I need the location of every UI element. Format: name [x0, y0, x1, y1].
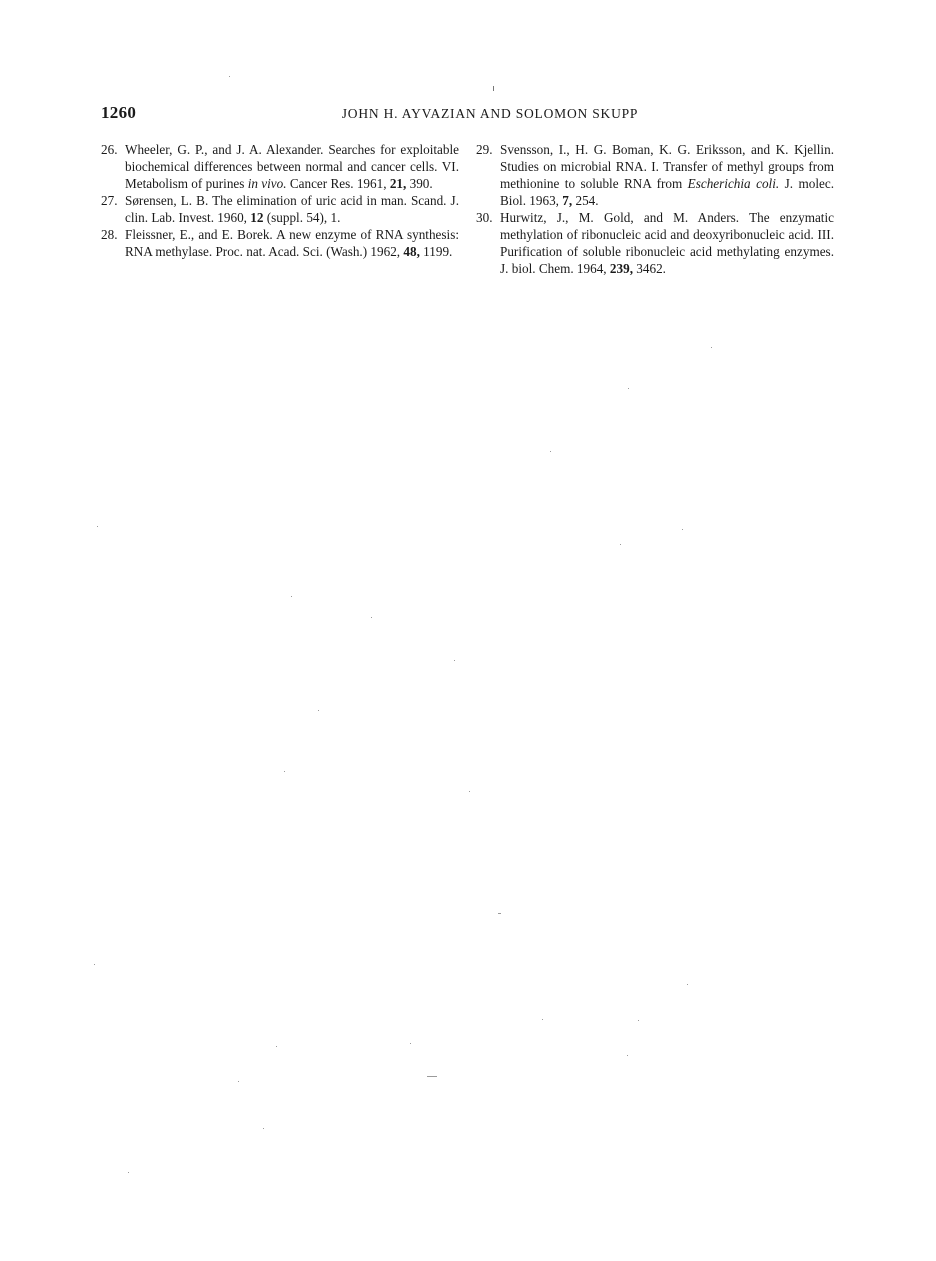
reference-text [125, 192, 459, 226]
reference-number: 26. [101, 142, 118, 157]
reference-text [500, 141, 834, 209]
reference-segment: 3462. [632, 261, 666, 276]
reference-segment: J. molec. Biol. 1963, [500, 176, 835, 208]
running-head [0, 106, 936, 122]
reference-segment-italic: Escherichia coli. [687, 176, 780, 191]
scan-speck [229, 76, 230, 77]
reference-volume: 7, [562, 193, 573, 208]
scan-speck [493, 86, 494, 91]
scan-speck [410, 1043, 411, 1044]
reference-volume: 12 [250, 210, 264, 225]
scan-speck [638, 1020, 639, 1021]
reference-number: 30. [476, 210, 493, 225]
reference-segment: 390. [406, 176, 433, 191]
reference-segment: Fleissner, E., and E. Borek. A new enzyme of RNA synthesis: RNA methylase. Proc. nat. Acad. Sci. (Wash.) 1962, [125, 227, 459, 259]
reference-segment: Svensson, I., H. G. Boman, K. G. Eriksson, and K. Kjellin. Studies on microbial RNA. I. Transfer of methyl groups from methionine to soluble RNA from [500, 142, 834, 191]
scan-speck [711, 347, 712, 348]
reference-segment: Hurwitz, J., M. Gold, and M. Anders. The enzymatic methylation of ribonucleic acid and deoxyribonucleic acid. III. Purification of soluble ribonucleic acid methylating enzymes. J. biol. Chem. 1964, [500, 210, 834, 276]
scan-speck [94, 964, 95, 965]
reference-26 [101, 141, 459, 192]
reference-27 [101, 192, 459, 226]
scan-speck [427, 1076, 437, 1077]
reference-text [500, 209, 834, 277]
reference-segment: 254. [572, 193, 599, 208]
scan-speck [628, 388, 629, 389]
scan-speck [291, 596, 292, 597]
scan-speck [97, 526, 98, 527]
scan-speck [498, 913, 501, 914]
references-right-column [476, 141, 834, 277]
reference-segment: 1199. [419, 244, 453, 259]
scan-speck [454, 660, 455, 661]
running-head-text: JOHN H. AYVAZIAN AND SOLOMON SKUPP [341, 106, 639, 121]
reference-text [125, 141, 459, 192]
scan-speck [620, 544, 621, 545]
scan-speck [238, 1081, 239, 1082]
reference-number: 28. [101, 227, 118, 242]
scan-speck [318, 710, 319, 711]
reference-segment: Cancer Res. 1961, [286, 176, 390, 191]
scan-speck [542, 1019, 543, 1020]
scan-speck [469, 791, 470, 792]
reference-30 [476, 209, 834, 277]
reference-segment-italic: in vivo. [247, 176, 287, 191]
scan-speck [371, 617, 372, 618]
reference-text [125, 226, 459, 260]
scan-speck [276, 1046, 277, 1047]
page-number: 1260 [101, 103, 137, 122]
reference-number: 29. [476, 142, 493, 157]
reference-volume: 48, [403, 244, 420, 259]
scan-speck [627, 1055, 628, 1056]
reference-segment: (suppl. 54), 1. [263, 210, 341, 225]
scan-speck [284, 771, 285, 772]
scan-speck [128, 1172, 129, 1173]
scan-speck [682, 529, 683, 530]
scan-speck [550, 451, 551, 452]
references-left-column [101, 141, 459, 260]
reference-number: 27. [101, 193, 118, 208]
reference-volume: 21, [389, 176, 407, 191]
scan-speck [263, 1128, 264, 1129]
reference-segment: Sørensen, L. B. The elimination of uric acid in man. Scand. J. clin. Lab. Invest. 1960, [125, 193, 459, 225]
reference-28 [101, 226, 459, 260]
reference-segment: Wheeler, G. P., and J. A. Alexander. Searches for exploitable biochemical differences between normal and cancer cells. VI. Metabolism of purines [125, 142, 459, 191]
reference-volume: 239, [609, 261, 633, 276]
reference-29 [476, 141, 834, 209]
scan-speck [687, 984, 688, 985]
